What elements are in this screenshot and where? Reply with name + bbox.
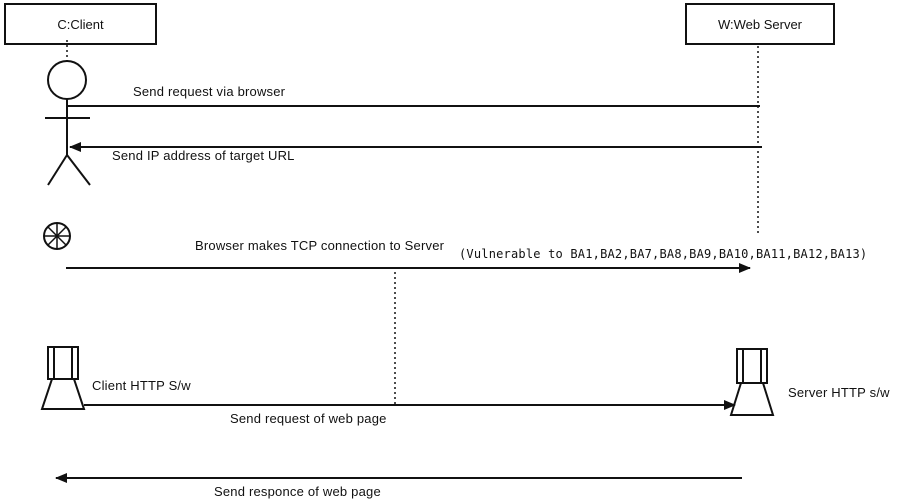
stick-figure-icon	[45, 61, 90, 185]
browser-wheel-icon	[44, 223, 70, 249]
component-server-http-software: Server HTTP s/w	[788, 385, 890, 400]
message-send-ip-address: Send IP address of target URL	[112, 148, 295, 163]
server-http-software-icon	[731, 349, 773, 415]
client-lifeline-label: C:Client	[57, 16, 104, 32]
message-send-request-via-browser: Send request via browser	[133, 84, 286, 99]
message-send-request-web-page: Send request of web page	[230, 411, 387, 426]
server-lifeline-label: W:Web Server	[717, 16, 803, 32]
component-client-http-software: Client HTTP S/w	[92, 378, 191, 393]
client-http-software-icon	[42, 347, 84, 409]
message-tcp-connection: Browser makes TCP connection to Server	[195, 238, 445, 253]
message-vulnerability-note: (Vulnerable to BA1,BA2,BA7,BA8,BA9,BA10,BA11,BA12,BA13)	[459, 247, 868, 261]
message-send-response-web-page: Send responce of web page	[214, 484, 381, 499]
